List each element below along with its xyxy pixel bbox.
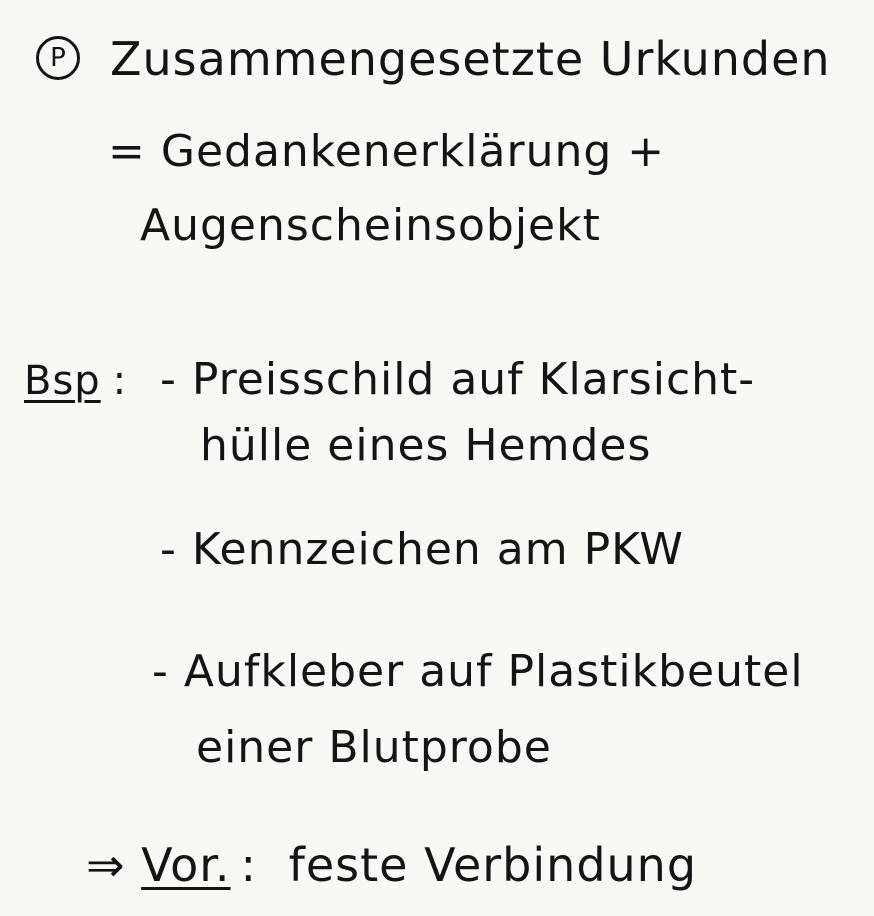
examples-colon: : — [112, 358, 128, 404]
example-3-line-2: einer Blutprobe — [196, 722, 552, 773]
example-2-line-1: - Kennzeichen am PKW — [160, 524, 684, 575]
vor-label: Vor. — [141, 838, 231, 892]
example-3-line-1: - Aufkleber auf Plastikbeutel — [152, 646, 804, 697]
badge-letter: P — [50, 43, 66, 73]
definition-line-2: Augenscheinsobjekt — [140, 200, 601, 251]
bsp-label: Bsp — [24, 358, 101, 404]
definition-line-1: = Gedankenerklärung + — [108, 126, 666, 177]
implies-arrow-icon: ⇒ — [86, 838, 126, 892]
examples-label — [24, 358, 127, 404]
example-1-line-1: - Preisschild auf Klarsicht- — [160, 354, 756, 405]
conclusion-colon: : — [240, 838, 258, 892]
conclusion-text: feste Verbindung — [288, 838, 698, 892]
p-circle-badge — [36, 36, 80, 80]
example-1-line-2: hülle eines Hemdes — [200, 420, 652, 471]
note-title: Zusammengesetzte Urkunden — [110, 32, 831, 86]
conclusion-line — [86, 838, 697, 892]
